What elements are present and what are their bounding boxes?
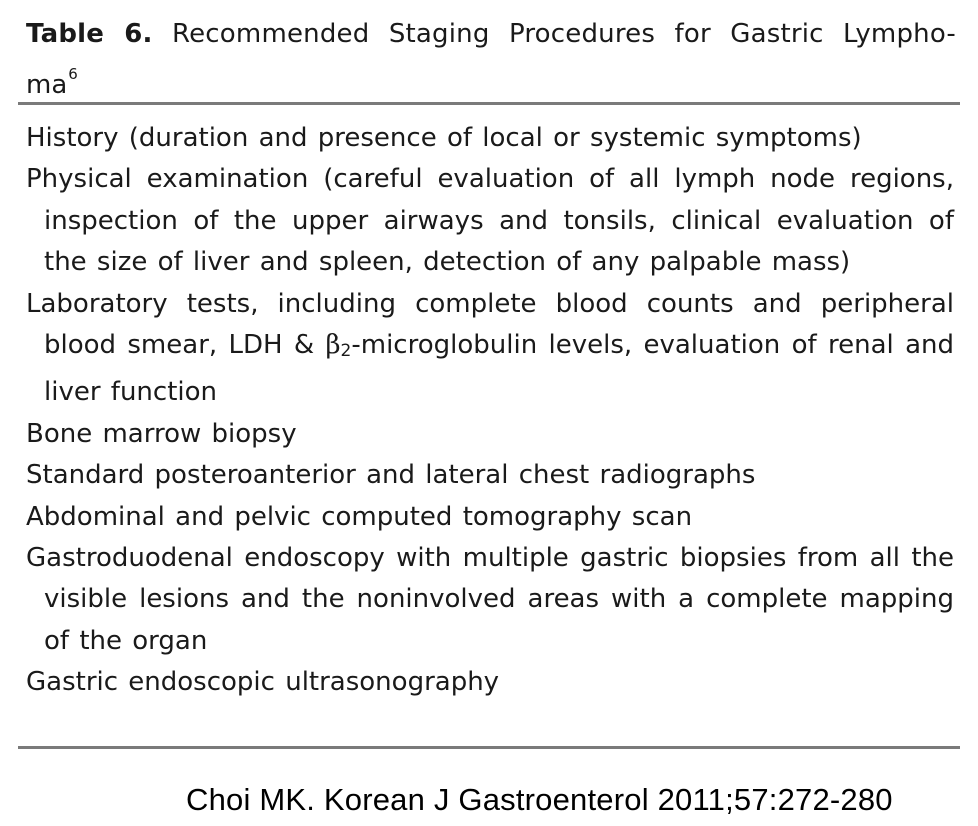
procedure-item-ct-scan: Abdominal and pelvic computed tomography scan xyxy=(26,501,693,532)
reference-superscript: 6 xyxy=(68,65,78,83)
table-bottom-rule xyxy=(18,746,960,749)
source-citation: Choi MK. Korean J Gastroenterol 2011;57:272-280 xyxy=(186,782,893,817)
procedure-item-endoscopic-ultrasonography: Gastric endoscopic ultrasonography xyxy=(26,667,500,698)
table-label: Table 6. xyxy=(26,19,153,49)
procedure-item-physical-examination: Physical examination (careful evaluation of all lymph node regions, inspection of the upper airways and tonsils, clinical evaluation of the size of liver and spleen, detection of any palpable mass) xyxy=(26,164,954,278)
procedure-item-endoscopy: Gastroduodenal endoscopy with multiple gastric biopsies from all the visible lesions and the noninvolved areas with a complete mapping of the organ xyxy=(26,543,954,656)
lab-tests-text-after: -microglobulin levels, evaluation of renal and liver function xyxy=(44,330,954,408)
procedure-item-chest-radiographs: Standard posteroanterior and lateral chest radiographs xyxy=(26,460,756,491)
beta-subscript: 2 xyxy=(340,341,352,362)
procedure-list xyxy=(26,118,954,704)
procedure-item-history: History (duration and presence of local or systemic symptoms) xyxy=(26,123,862,153)
table-caption xyxy=(26,14,956,54)
table-title-line1: Recommended Staging Procedures for Gastric Lympho- xyxy=(172,19,956,49)
procedure-item-bone-marrow-biopsy: Bone marrow biopsy xyxy=(26,418,297,449)
table-title-continuation xyxy=(26,58,78,101)
table-top-rule xyxy=(18,102,960,105)
procedure-item-laboratory-tests xyxy=(26,284,954,414)
beta-symbol: β xyxy=(325,330,341,361)
lab-tests-text-before: Laboratory tests, including complete blood counts and peripheral blood smear, LDH & xyxy=(26,288,954,361)
table-title-line2: ma xyxy=(26,70,68,100)
